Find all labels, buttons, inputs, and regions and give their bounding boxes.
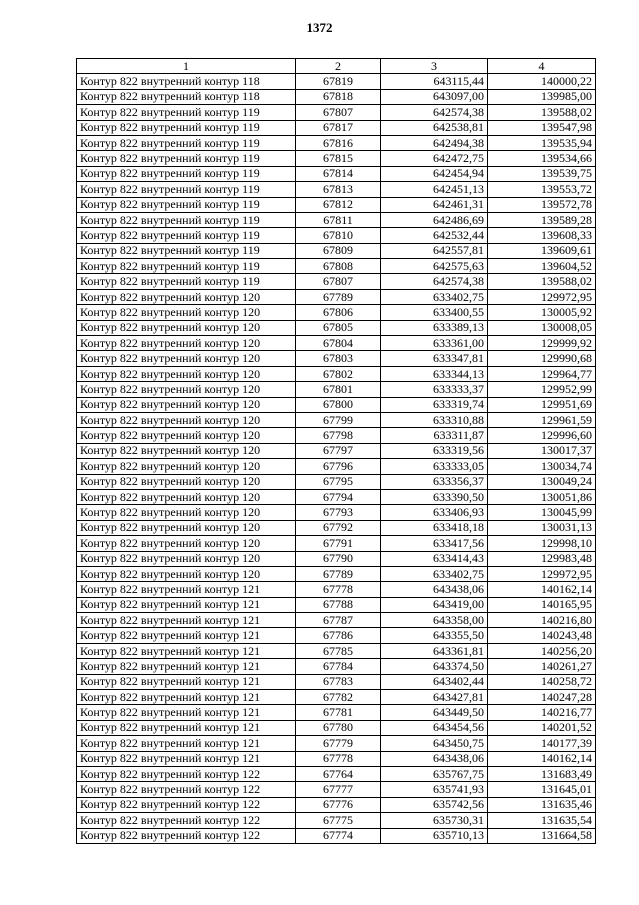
point-number-cell: 67813: [296, 182, 381, 197]
point-number-cell: 67818: [296, 89, 381, 104]
table-row: [77, 628, 596, 643]
point-number-cell: 67788: [296, 597, 381, 612]
table-row: [77, 382, 596, 397]
x-coordinate-cell: 642494,38: [381, 135, 488, 150]
point-number-cell: 67802: [296, 366, 381, 381]
table-row: [77, 120, 596, 135]
table-row: [77, 182, 596, 197]
header-column-3: 3: [381, 59, 488, 74]
contour-name-cell: Контур 822 внутренний контур 120: [77, 489, 296, 504]
y-coordinate-cell: 129972,95: [488, 566, 596, 581]
y-coordinate-cell: 140247,28: [488, 690, 596, 705]
contour-name-cell: Контур 822 внутренний контур 121: [77, 628, 296, 643]
contour-name-cell: Контур 822 внутренний контур 120: [77, 366, 296, 381]
y-coordinate-cell: 140261,27: [488, 659, 596, 674]
contour-name-cell: Контур 822 внутренний контур 119: [77, 120, 296, 135]
contour-name-cell: Контур 822 внутренний контур 121: [77, 690, 296, 705]
y-coordinate-cell: 131635,46: [488, 797, 596, 812]
y-coordinate-cell: 131683,49: [488, 766, 596, 781]
x-coordinate-cell: 642454,94: [381, 166, 488, 181]
x-coordinate-cell: 642472,75: [381, 151, 488, 166]
point-number-cell: 67817: [296, 120, 381, 135]
table-row: [77, 536, 596, 551]
table-row: [77, 674, 596, 689]
point-number-cell: 67782: [296, 690, 381, 705]
contour-name-cell: Контур 822 внутренний контур 120: [77, 320, 296, 335]
contour-name-cell: Контур 822 внутренний контур 120: [77, 443, 296, 458]
x-coordinate-cell: 633417,56: [381, 536, 488, 551]
contour-name-cell: Контур 822 внутренний контур 121: [77, 613, 296, 628]
point-number-cell: 67814: [296, 166, 381, 181]
y-coordinate-cell: 139547,98: [488, 120, 596, 135]
y-coordinate-cell: 140256,20: [488, 643, 596, 658]
y-coordinate-cell: 140201,52: [488, 720, 596, 735]
y-coordinate-cell: 129952,99: [488, 382, 596, 397]
y-coordinate-cell: 129972,95: [488, 289, 596, 304]
table-row: [77, 766, 596, 781]
point-number-cell: 67812: [296, 197, 381, 212]
x-coordinate-cell: 643361,81: [381, 643, 488, 658]
contour-name-cell: Контур 822 внутренний контур 119: [77, 182, 296, 197]
point-number-cell: 67803: [296, 351, 381, 366]
y-coordinate-cell: 131664,58: [488, 828, 596, 843]
contour-name-cell: Контур 822 внутренний контур 122: [77, 766, 296, 781]
contour-name-cell: Контур 822 внутренний контур 120: [77, 566, 296, 581]
point-number-cell: 67798: [296, 428, 381, 443]
contour-name-cell: Контур 822 внутренний контур 122: [77, 813, 296, 828]
table-row: [77, 320, 596, 335]
contour-name-cell: Контур 822 внутренний контур 118: [77, 89, 296, 104]
contour-name-cell: Контур 822 внутренний контур 121: [77, 751, 296, 766]
table-row: [77, 720, 596, 735]
table-row: [77, 690, 596, 705]
table-row: [77, 212, 596, 227]
table-row: [77, 428, 596, 443]
point-number-cell: 67804: [296, 336, 381, 351]
contour-name-cell: Контур 822 внутренний контур 121: [77, 674, 296, 689]
point-number-cell: 67790: [296, 551, 381, 566]
y-coordinate-cell: 140216,80: [488, 613, 596, 628]
y-coordinate-cell: 139609,61: [488, 243, 596, 258]
contour-name-cell: Контур 822 внутренний контур 121: [77, 736, 296, 751]
table-row: [77, 243, 596, 258]
point-number-cell: 67796: [296, 459, 381, 474]
table-row: [77, 520, 596, 535]
y-coordinate-cell: 130051,86: [488, 489, 596, 504]
point-number-cell: 67807: [296, 274, 381, 289]
table-row: [77, 597, 596, 612]
page-number: 1372: [306, 20, 333, 35]
point-number-cell: 67780: [296, 720, 381, 735]
contour-name-cell: Контур 822 внутренний контур 119: [77, 135, 296, 150]
x-coordinate-cell: 642451,13: [381, 182, 488, 197]
contour-name-cell: Контур 822 внутренний контур 120: [77, 474, 296, 489]
x-coordinate-cell: 642557,81: [381, 243, 488, 258]
x-coordinate-cell: 642461,31: [381, 197, 488, 212]
x-coordinate-cell: 633333,05: [381, 459, 488, 474]
header-column-1: 1: [77, 59, 296, 74]
x-coordinate-cell: 643402,44: [381, 674, 488, 689]
y-coordinate-cell: 139589,28: [488, 212, 596, 227]
table-row: [77, 797, 596, 812]
y-coordinate-cell: 131645,01: [488, 782, 596, 797]
contour-name-cell: Контур 822 внутренний контур 119: [77, 259, 296, 274]
y-coordinate-cell: 140162,14: [488, 582, 596, 597]
y-coordinate-cell: 140177,39: [488, 736, 596, 751]
y-coordinate-cell: 140258,72: [488, 674, 596, 689]
contour-name-cell: Контур 822 внутренний контур 120: [77, 397, 296, 412]
point-number-cell: 67774: [296, 828, 381, 843]
x-coordinate-cell: 642538,81: [381, 120, 488, 135]
contour-name-cell: Контур 822 внутренний контур 119: [77, 197, 296, 212]
point-number-cell: 67779: [296, 736, 381, 751]
contour-name-cell: Контур 822 внутренний контур 120: [77, 428, 296, 443]
contour-name-cell: Контур 822 внутренний контур 120: [77, 305, 296, 320]
header-column-2: 2: [296, 59, 381, 74]
point-number-cell: 67789: [296, 289, 381, 304]
table-row: [77, 705, 596, 720]
x-coordinate-cell: 635710,13: [381, 828, 488, 843]
y-coordinate-cell: 129999,92: [488, 336, 596, 351]
x-coordinate-cell: 642574,38: [381, 274, 488, 289]
table-row: [77, 105, 596, 120]
point-number-cell: 67776: [296, 797, 381, 812]
y-coordinate-cell: 139608,33: [488, 228, 596, 243]
contour-name-cell: Контур 822 внутренний контур 120: [77, 520, 296, 535]
coordinates-table: [76, 58, 596, 844]
x-coordinate-cell: 633319,74: [381, 397, 488, 412]
table-row: [77, 336, 596, 351]
point-number-cell: 67801: [296, 382, 381, 397]
x-coordinate-cell: 643427,81: [381, 690, 488, 705]
y-coordinate-cell: 130045,99: [488, 505, 596, 520]
table-row: [77, 305, 596, 320]
contour-name-cell: Контур 822 внутренний контур 122: [77, 828, 296, 843]
x-coordinate-cell: 633418,18: [381, 520, 488, 535]
y-coordinate-cell: 130049,24: [488, 474, 596, 489]
point-number-cell: 67784: [296, 659, 381, 674]
point-number-cell: 67800: [296, 397, 381, 412]
y-coordinate-cell: 140165,95: [488, 597, 596, 612]
table-row: [77, 412, 596, 427]
contour-name-cell: Контур 822 внутренний контур 119: [77, 243, 296, 258]
y-coordinate-cell: 140000,22: [488, 74, 596, 89]
x-coordinate-cell: 643449,50: [381, 705, 488, 720]
x-coordinate-cell: 642575,63: [381, 259, 488, 274]
y-coordinate-cell: 129996,60: [488, 428, 596, 443]
contour-name-cell: Контур 822 внутренний контур 119: [77, 151, 296, 166]
point-number-cell: 67807: [296, 105, 381, 120]
y-coordinate-cell: 129964,77: [488, 366, 596, 381]
x-coordinate-cell: 633319,56: [381, 443, 488, 458]
y-coordinate-cell: 139553,72: [488, 182, 596, 197]
contour-name-cell: Контур 822 внутренний контур 120: [77, 505, 296, 520]
contour-name-cell: Контур 822 внутренний контур 120: [77, 382, 296, 397]
point-number-cell: 67816: [296, 135, 381, 150]
y-coordinate-cell: 129951,69: [488, 397, 596, 412]
point-number-cell: 67781: [296, 705, 381, 720]
x-coordinate-cell: 635730,31: [381, 813, 488, 828]
x-coordinate-cell: 635741,93: [381, 782, 488, 797]
x-coordinate-cell: 643097,00: [381, 89, 488, 104]
point-number-cell: 67810: [296, 228, 381, 243]
x-coordinate-cell: 633333,37: [381, 382, 488, 397]
point-number-cell: 67777: [296, 782, 381, 797]
x-coordinate-cell: 635767,75: [381, 766, 488, 781]
point-number-cell: 67795: [296, 474, 381, 489]
y-coordinate-cell: 130034,74: [488, 459, 596, 474]
point-number-cell: 67778: [296, 582, 381, 597]
x-coordinate-cell: 643438,06: [381, 582, 488, 597]
table-row: [77, 736, 596, 751]
y-coordinate-cell: 130008,05: [488, 320, 596, 335]
x-coordinate-cell: 643454,56: [381, 720, 488, 735]
table-row: [77, 643, 596, 658]
x-coordinate-cell: 633390,50: [381, 489, 488, 504]
x-coordinate-cell: 633400,55: [381, 305, 488, 320]
table-row: [77, 166, 596, 181]
point-number-cell: 67811: [296, 212, 381, 227]
y-coordinate-cell: 139604,52: [488, 259, 596, 274]
table-row: [77, 135, 596, 150]
table-row: [77, 828, 596, 843]
contour-name-cell: Контур 822 внутренний контур 121: [77, 643, 296, 658]
point-number-cell: 67783: [296, 674, 381, 689]
header-row: [77, 59, 596, 74]
point-number-cell: 67806: [296, 305, 381, 320]
table-row: [77, 489, 596, 504]
x-coordinate-cell: 633402,75: [381, 566, 488, 581]
table-row: [77, 566, 596, 581]
y-coordinate-cell: 140162,14: [488, 751, 596, 766]
contour-name-cell: Контур 822 внутренний контур 120: [77, 289, 296, 304]
x-coordinate-cell: 633389,13: [381, 320, 488, 335]
x-coordinate-cell: 633406,93: [381, 505, 488, 520]
contour-name-cell: Контур 822 внутренний контур 121: [77, 705, 296, 720]
contour-name-cell: Контур 822 внутренний контур 120: [77, 336, 296, 351]
table-row: [77, 582, 596, 597]
point-number-cell: 67797: [296, 443, 381, 458]
y-coordinate-cell: 140243,48: [488, 628, 596, 643]
table-row: [77, 228, 596, 243]
point-number-cell: 67819: [296, 74, 381, 89]
contour-name-cell: Контур 822 внутренний контур 122: [77, 797, 296, 812]
contour-name-cell: Контур 822 внутренний контур 120: [77, 459, 296, 474]
contour-name-cell: Контур 822 внутренний контур 120: [77, 536, 296, 551]
table-row: [77, 459, 596, 474]
table-row: [77, 74, 596, 89]
point-number-cell: 67787: [296, 613, 381, 628]
y-coordinate-cell: 129990,68: [488, 351, 596, 366]
table-row: [77, 289, 596, 304]
point-number-cell: 67809: [296, 243, 381, 258]
y-coordinate-cell: 129961,59: [488, 412, 596, 427]
contour-name-cell: Контур 822 внутренний контур 122: [77, 782, 296, 797]
y-coordinate-cell: 129983,48: [488, 551, 596, 566]
contour-name-cell: Контур 822 внутренний контур 119: [77, 166, 296, 181]
x-coordinate-cell: 643115,44: [381, 74, 488, 89]
contour-name-cell: Контур 822 внутренний контур 121: [77, 659, 296, 674]
y-coordinate-cell: 130031,13: [488, 520, 596, 535]
table-row: [77, 659, 596, 674]
x-coordinate-cell: 633310,88: [381, 412, 488, 427]
contour-name-cell: Контур 822 внутренний контур 120: [77, 351, 296, 366]
y-coordinate-cell: 131635,54: [488, 813, 596, 828]
header-column-4: 4: [488, 59, 596, 74]
contour-name-cell: Контур 822 внутренний контур 121: [77, 720, 296, 735]
table-row: [77, 474, 596, 489]
contour-name-cell: Контур 822 внутренний контур 121: [77, 597, 296, 612]
x-coordinate-cell: 633356,37: [381, 474, 488, 489]
table-row: [77, 151, 596, 166]
table-header: [77, 59, 596, 74]
y-coordinate-cell: 139572,78: [488, 197, 596, 212]
point-number-cell: 67789: [296, 566, 381, 581]
contour-name-cell: Контур 822 внутренний контур 119: [77, 228, 296, 243]
contour-name-cell: Контур 822 внутренний контур 119: [77, 212, 296, 227]
y-coordinate-cell: 139534,66: [488, 151, 596, 166]
table-row: [77, 505, 596, 520]
table-row: [77, 397, 596, 412]
x-coordinate-cell: 642574,38: [381, 105, 488, 120]
contour-name-cell: Контур 822 внутренний контур 119: [77, 274, 296, 289]
x-coordinate-cell: 633347,81: [381, 351, 488, 366]
y-coordinate-cell: 139985,00: [488, 89, 596, 104]
x-coordinate-cell: 635742,56: [381, 797, 488, 812]
point-number-cell: 67764: [296, 766, 381, 781]
point-number-cell: 67775: [296, 813, 381, 828]
point-number-cell: 67815: [296, 151, 381, 166]
y-coordinate-cell: 130005,92: [488, 305, 596, 320]
y-coordinate-cell: 139588,02: [488, 274, 596, 289]
contour-name-cell: Контур 822 внутренний контур 118: [77, 74, 296, 89]
contour-name-cell: Контур 822 внутренний контур 120: [77, 551, 296, 566]
table-row: [77, 197, 596, 212]
point-number-cell: 67793: [296, 505, 381, 520]
x-coordinate-cell: 643438,06: [381, 751, 488, 766]
x-coordinate-cell: 643355,50: [381, 628, 488, 643]
y-coordinate-cell: 129998,10: [488, 536, 596, 551]
x-coordinate-cell: 633361,00: [381, 336, 488, 351]
point-number-cell: 67785: [296, 643, 381, 658]
table-row: [77, 443, 596, 458]
point-number-cell: 67791: [296, 536, 381, 551]
x-coordinate-cell: 643374,50: [381, 659, 488, 674]
table-row: [77, 366, 596, 381]
x-coordinate-cell: 633414,43: [381, 551, 488, 566]
x-coordinate-cell: 643419,00: [381, 597, 488, 612]
x-coordinate-cell: 642486,69: [381, 212, 488, 227]
point-number-cell: 67805: [296, 320, 381, 335]
table-body: [77, 74, 596, 844]
x-coordinate-cell: 642532,44: [381, 228, 488, 243]
y-coordinate-cell: 139535,94: [488, 135, 596, 150]
x-coordinate-cell: 633402,75: [381, 289, 488, 304]
contour-name-cell: Контур 822 внутренний контур 121: [77, 582, 296, 597]
point-number-cell: 67794: [296, 489, 381, 504]
point-number-cell: 67778: [296, 751, 381, 766]
x-coordinate-cell: 643450,75: [381, 736, 488, 751]
y-coordinate-cell: 140216,77: [488, 705, 596, 720]
x-coordinate-cell: 633311,87: [381, 428, 488, 443]
table-row: [77, 89, 596, 104]
point-number-cell: 67792: [296, 520, 381, 535]
y-coordinate-cell: 139588,02: [488, 105, 596, 120]
point-number-cell: 67799: [296, 412, 381, 427]
contour-name-cell: Контур 822 внутренний контур 120: [77, 412, 296, 427]
y-coordinate-cell: 130017,37: [488, 443, 596, 458]
point-number-cell: 67786: [296, 628, 381, 643]
contour-name-cell: Контур 822 внутренний контур 119: [77, 105, 296, 120]
table-row: [77, 613, 596, 628]
table-row: [77, 551, 596, 566]
x-coordinate-cell: 633344,13: [381, 366, 488, 381]
table-row: [77, 259, 596, 274]
x-coordinate-cell: 643358,00: [381, 613, 488, 628]
table-row: [77, 351, 596, 366]
point-number-cell: 67808: [296, 259, 381, 274]
table-row: [77, 751, 596, 766]
table-row: [77, 782, 596, 797]
table-row: [77, 274, 596, 289]
y-coordinate-cell: 139539,75: [488, 166, 596, 181]
table-row: [77, 813, 596, 828]
